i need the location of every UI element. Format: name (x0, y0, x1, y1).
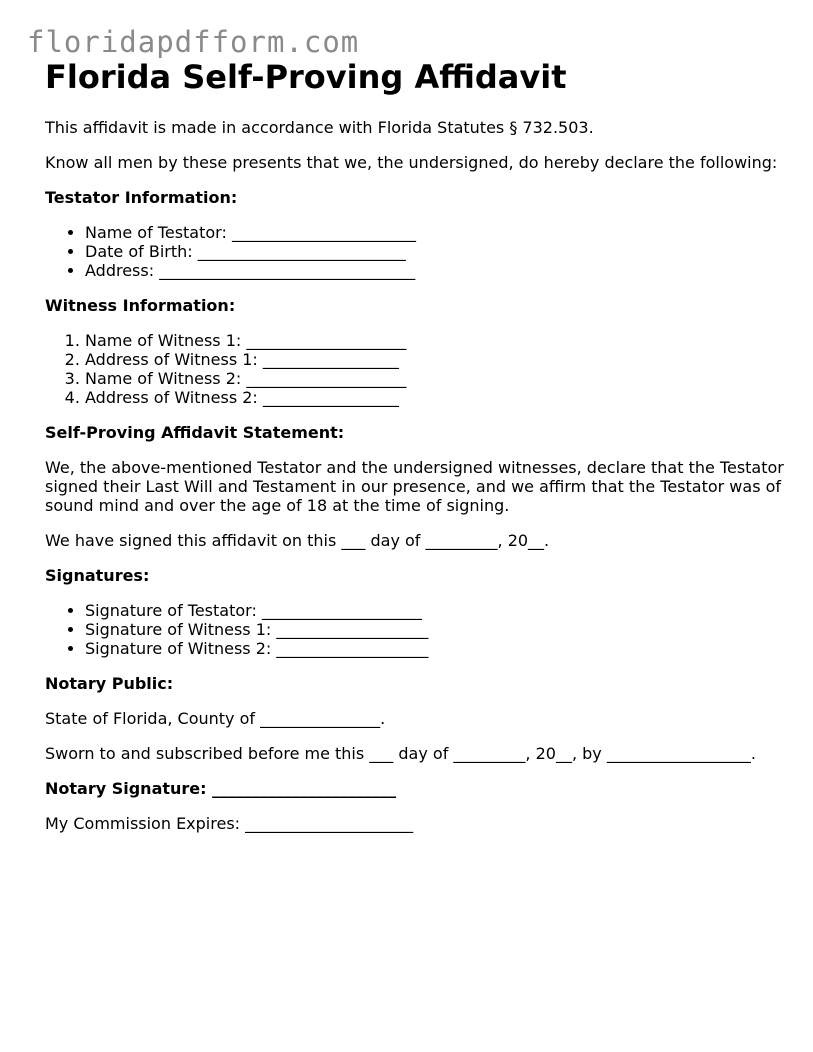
declaration-paragraph: Know all men by these presents that we, the undersigned, do hereby declare the following: (45, 153, 778, 172)
testator-signature-field[interactable]: • Signature of Testator: ____________________ (85, 601, 785, 620)
testator-address-field[interactable]: • Address: ________________________________ (85, 261, 785, 280)
statement-body: We, the above-mentioned Testator and the undersigned witnesses, declare that the Testator signed their Last Will and Testament in our presence, and we affirm that the Testator was of sound mind and over the age of 18 at the time of signing. (45, 458, 784, 515)
commission-expires-line[interactable]: My Commission Expires: _____________________ (45, 814, 414, 833)
document-page (45, 58, 785, 833)
signatures-heading: Signatures: (45, 566, 150, 585)
page-title: Florida Self-Proving Affidavit (45, 58, 567, 96)
notary-signature-line[interactable]: Notary Signature: _______________________ (45, 779, 397, 798)
intro-paragraph: This affidavit is made in accordance with Florida Statutes § 732.503. (45, 118, 594, 137)
witness-2-signature-field[interactable]: • Signature of Witness 2: ___________________ (85, 639, 785, 658)
witness-1-name-field[interactable]: 1. Name of Witness 1: ____________________ (85, 331, 785, 350)
watermark-text: floridapdfform.com (27, 25, 360, 59)
notary-sworn-line[interactable]: Sworn to and subscribed before me this ___ day of _________, 20__, by __________________. (45, 744, 756, 763)
testator-list (45, 223, 785, 280)
witness-heading: Witness Information: (45, 296, 236, 315)
witness-1-signature-field[interactable]: • Signature of Witness 1: ___________________ (85, 620, 785, 639)
testator-heading: Testator Information: (45, 188, 238, 207)
notary-county-line[interactable]: State of Florida, County of _______________. (45, 709, 386, 728)
statement-heading: Self-Proving Affidavit Statement: (45, 423, 345, 442)
notary-heading: Notary Public: (45, 674, 174, 693)
witness-1-address-field[interactable]: 2. Address of Witness 1: _________________ (85, 350, 785, 369)
signatures-list (45, 601, 785, 658)
witness-2-address-field[interactable]: 4. Address of Witness 2: _________________ (85, 388, 785, 407)
signed-date-line[interactable]: We have signed this affidavit on this ___ day of _________, 20__. (45, 531, 550, 550)
witness-2-name-field[interactable]: 3. Name of Witness 2: ____________________ (85, 369, 785, 388)
testator-dob-field[interactable]: • Date of Birth: __________________________ (85, 242, 785, 261)
testator-name-field[interactable]: • Name of Testator: _______________________ (85, 223, 785, 242)
witness-list (45, 331, 785, 407)
